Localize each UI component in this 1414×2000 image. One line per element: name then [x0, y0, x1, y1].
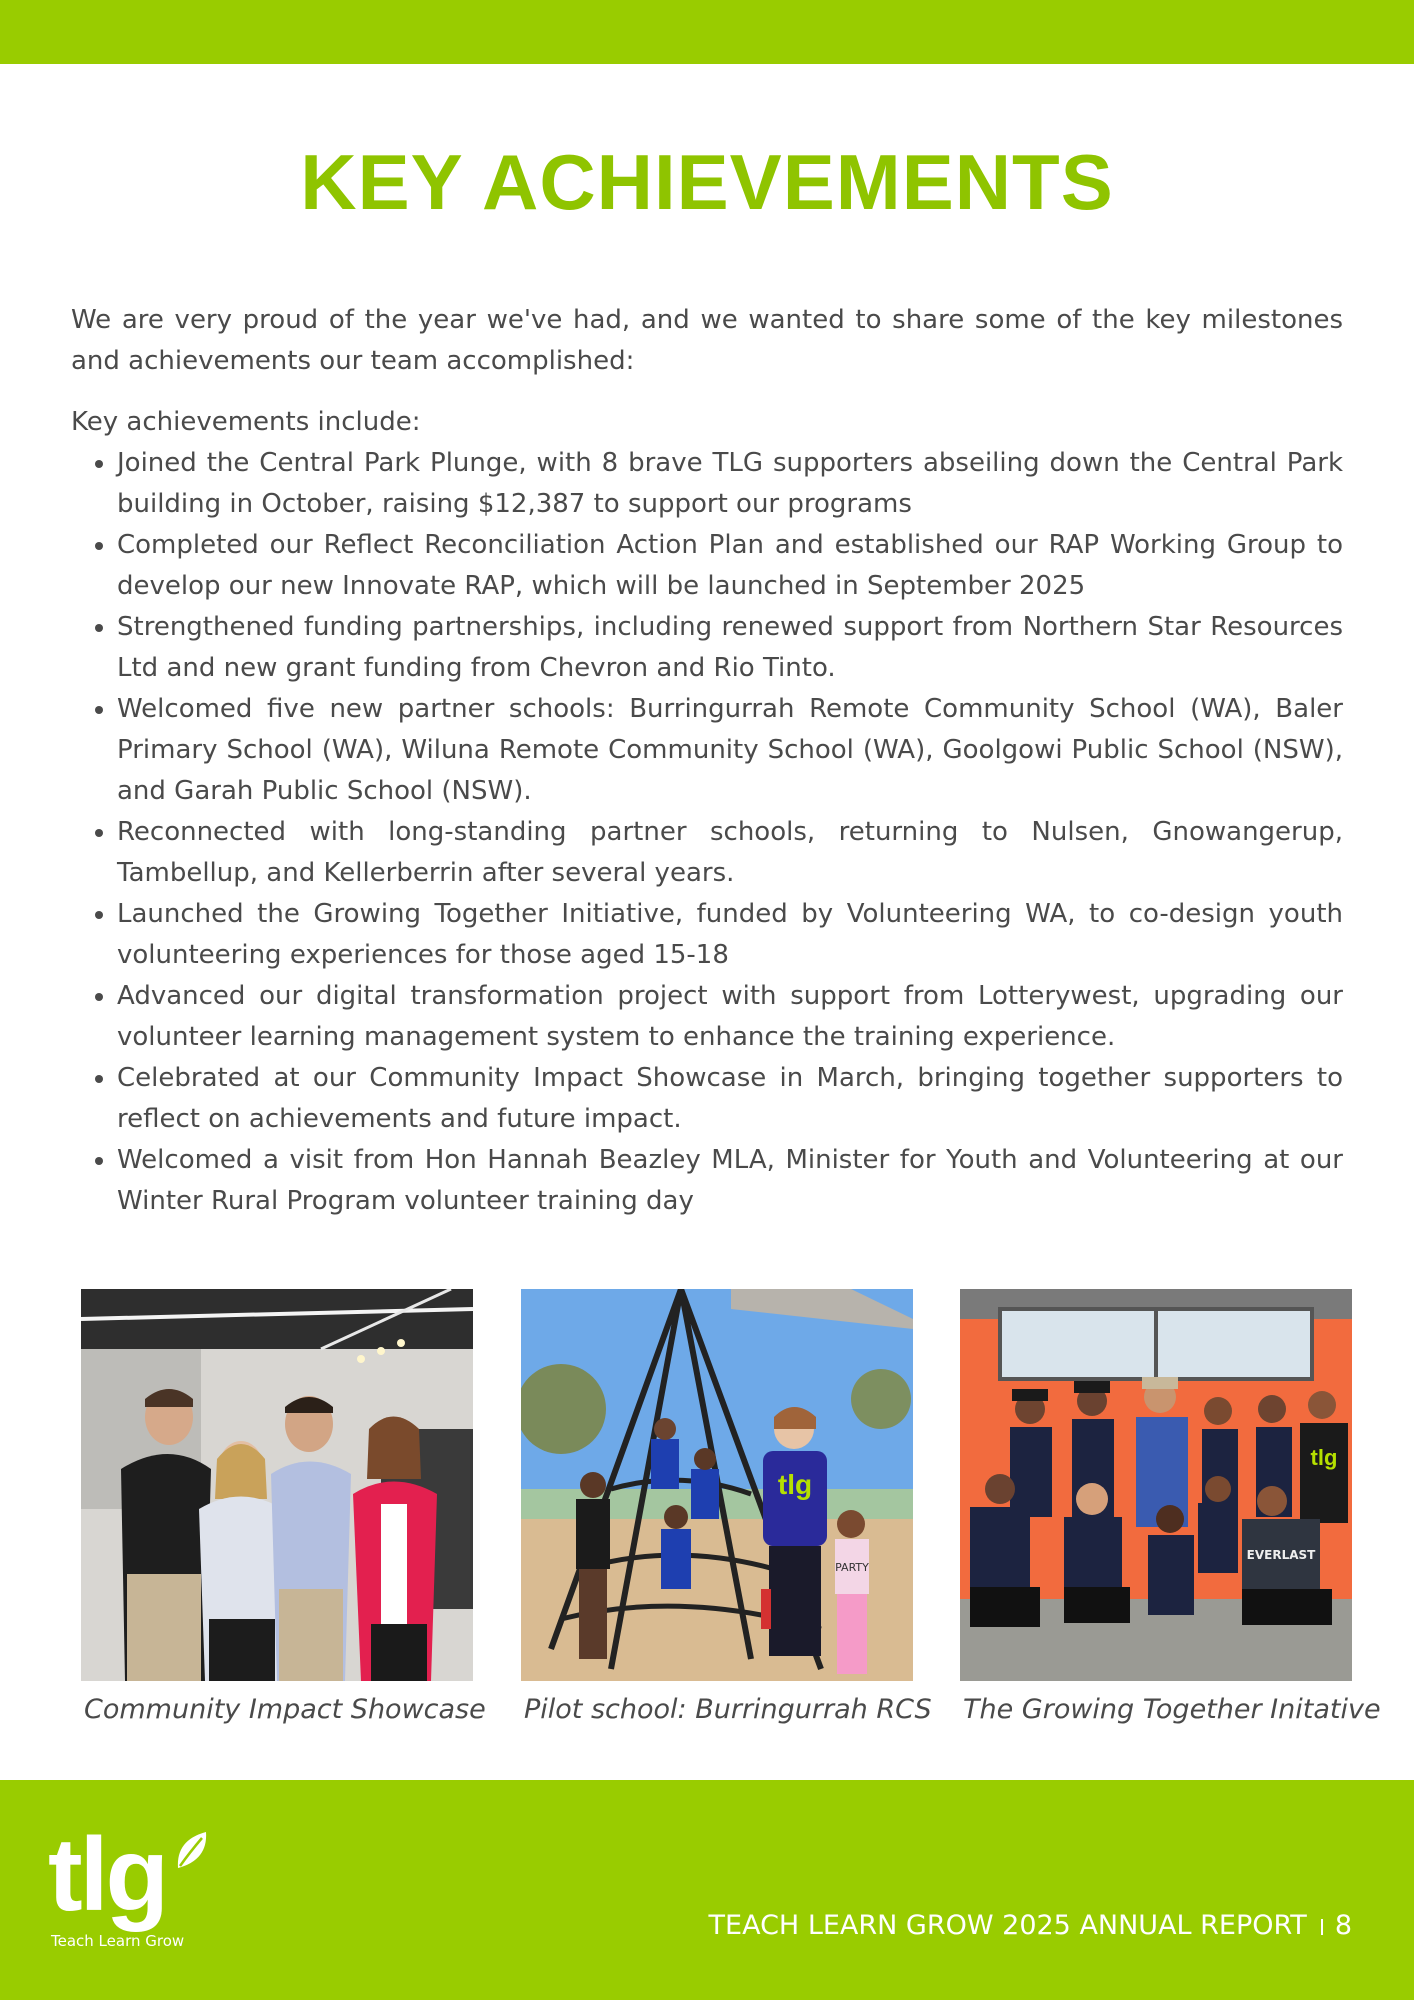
list-lead: Key achievements include:	[71, 407, 421, 437]
list-item: • Strengthened funding partnerships, including renewed support from Northern Star Resources Ltd and new grant funding from Chevron and Rio Tinto.	[117, 607, 1343, 689]
list-item: • Reconnected with long-standing partner schools, returning to Nulsen, Gnowangerup, Tambellup, and Kellerberrin after several years.	[117, 812, 1343, 894]
showcase-photo-illustration	[81, 1289, 473, 1681]
list-item: • Welcomed a visit from Hon Hannah Beazley MLA, Minister for Youth and Volunteering at our Winter Rural Program volunteer training day	[117, 1140, 1343, 1222]
growing-together-photo-illustration	[960, 1289, 1352, 1681]
top-accent-bar	[0, 0, 1414, 64]
caption-community-impact-showcase: Community Impact Showcase	[84, 1694, 486, 1725]
list-item: • Completed our Reflect Reconciliation Action Plan and established our RAP Working Group to develop our new Innovate RAP, which will be launched in September 2025	[117, 525, 1343, 607]
tlg-logo	[48, 1817, 208, 1950]
footer-report-label	[709, 1908, 1352, 1944]
photo-community-impact-showcase	[81, 1289, 473, 1681]
child-shirt-text: PARTY	[835, 1561, 869, 1574]
footer-separator	[1321, 1919, 1323, 1935]
logo-wordmark: tlg	[48, 1817, 167, 1933]
leaf-icon	[174, 1830, 208, 1872]
page-number: 8	[1334, 1910, 1352, 1941]
main-content	[71, 300, 1343, 1222]
list-item: • Launched the Growing Together Initiative, funded by Volunteering WA, to co-design youth volunteering experiences for those aged 15-18	[117, 894, 1343, 976]
shirt-logo-text: tlg	[1310, 1445, 1338, 1470]
pilot-school-photo-illustration	[521, 1289, 913, 1681]
shirt-logo-text: tlg	[777, 1469, 813, 1500]
list-item: • Advanced our digital transformation project with support from Lotterywest, upgrading our volunteer learning management system to enhance the training experience.	[117, 976, 1343, 1058]
achievements-list	[71, 443, 1343, 1222]
intro-paragraph: We are very proud of the year we've had, and we wanted to share some of the key milestones and achievements our team accomplished:	[71, 305, 1343, 376]
report-title: TEACH LEARN GROW 2025 ANNUAL REPORT	[708, 1910, 1307, 1941]
list-item: • Celebrated at our Community Impact Showcase in March, bringing together supporters to reflect on achievements and future impact.	[117, 1058, 1343, 1140]
page-title: KEY ACHIEVEMENTS	[300, 138, 1114, 226]
photo-growing-together	[960, 1289, 1352, 1681]
photo-pilot-school	[521, 1289, 913, 1681]
hoodie-text: EVERLAST	[1246, 1548, 1316, 1562]
logo-tagline: Teach Learn Grow	[51, 1932, 185, 1950]
caption-growing-together: The Growing Together Initative	[963, 1694, 1381, 1725]
caption-pilot-school: Pilot school: Burringurrah RCS	[524, 1694, 932, 1725]
list-item: • Joined the Central Park Plunge, with 8 brave TLG supporters abseiling down the Central Park building in October, raising $12,387 to support our programs	[117, 443, 1343, 525]
footer-bar	[0, 1780, 1414, 2000]
list-item: • Welcomed five new partner schools: Burringurrah Remote Community School (WA), Baler Primary School (WA), Wiluna Remote Community School (WA), Goolgowi Public School (NSW), and Garah Public School (NSW).	[117, 689, 1343, 812]
